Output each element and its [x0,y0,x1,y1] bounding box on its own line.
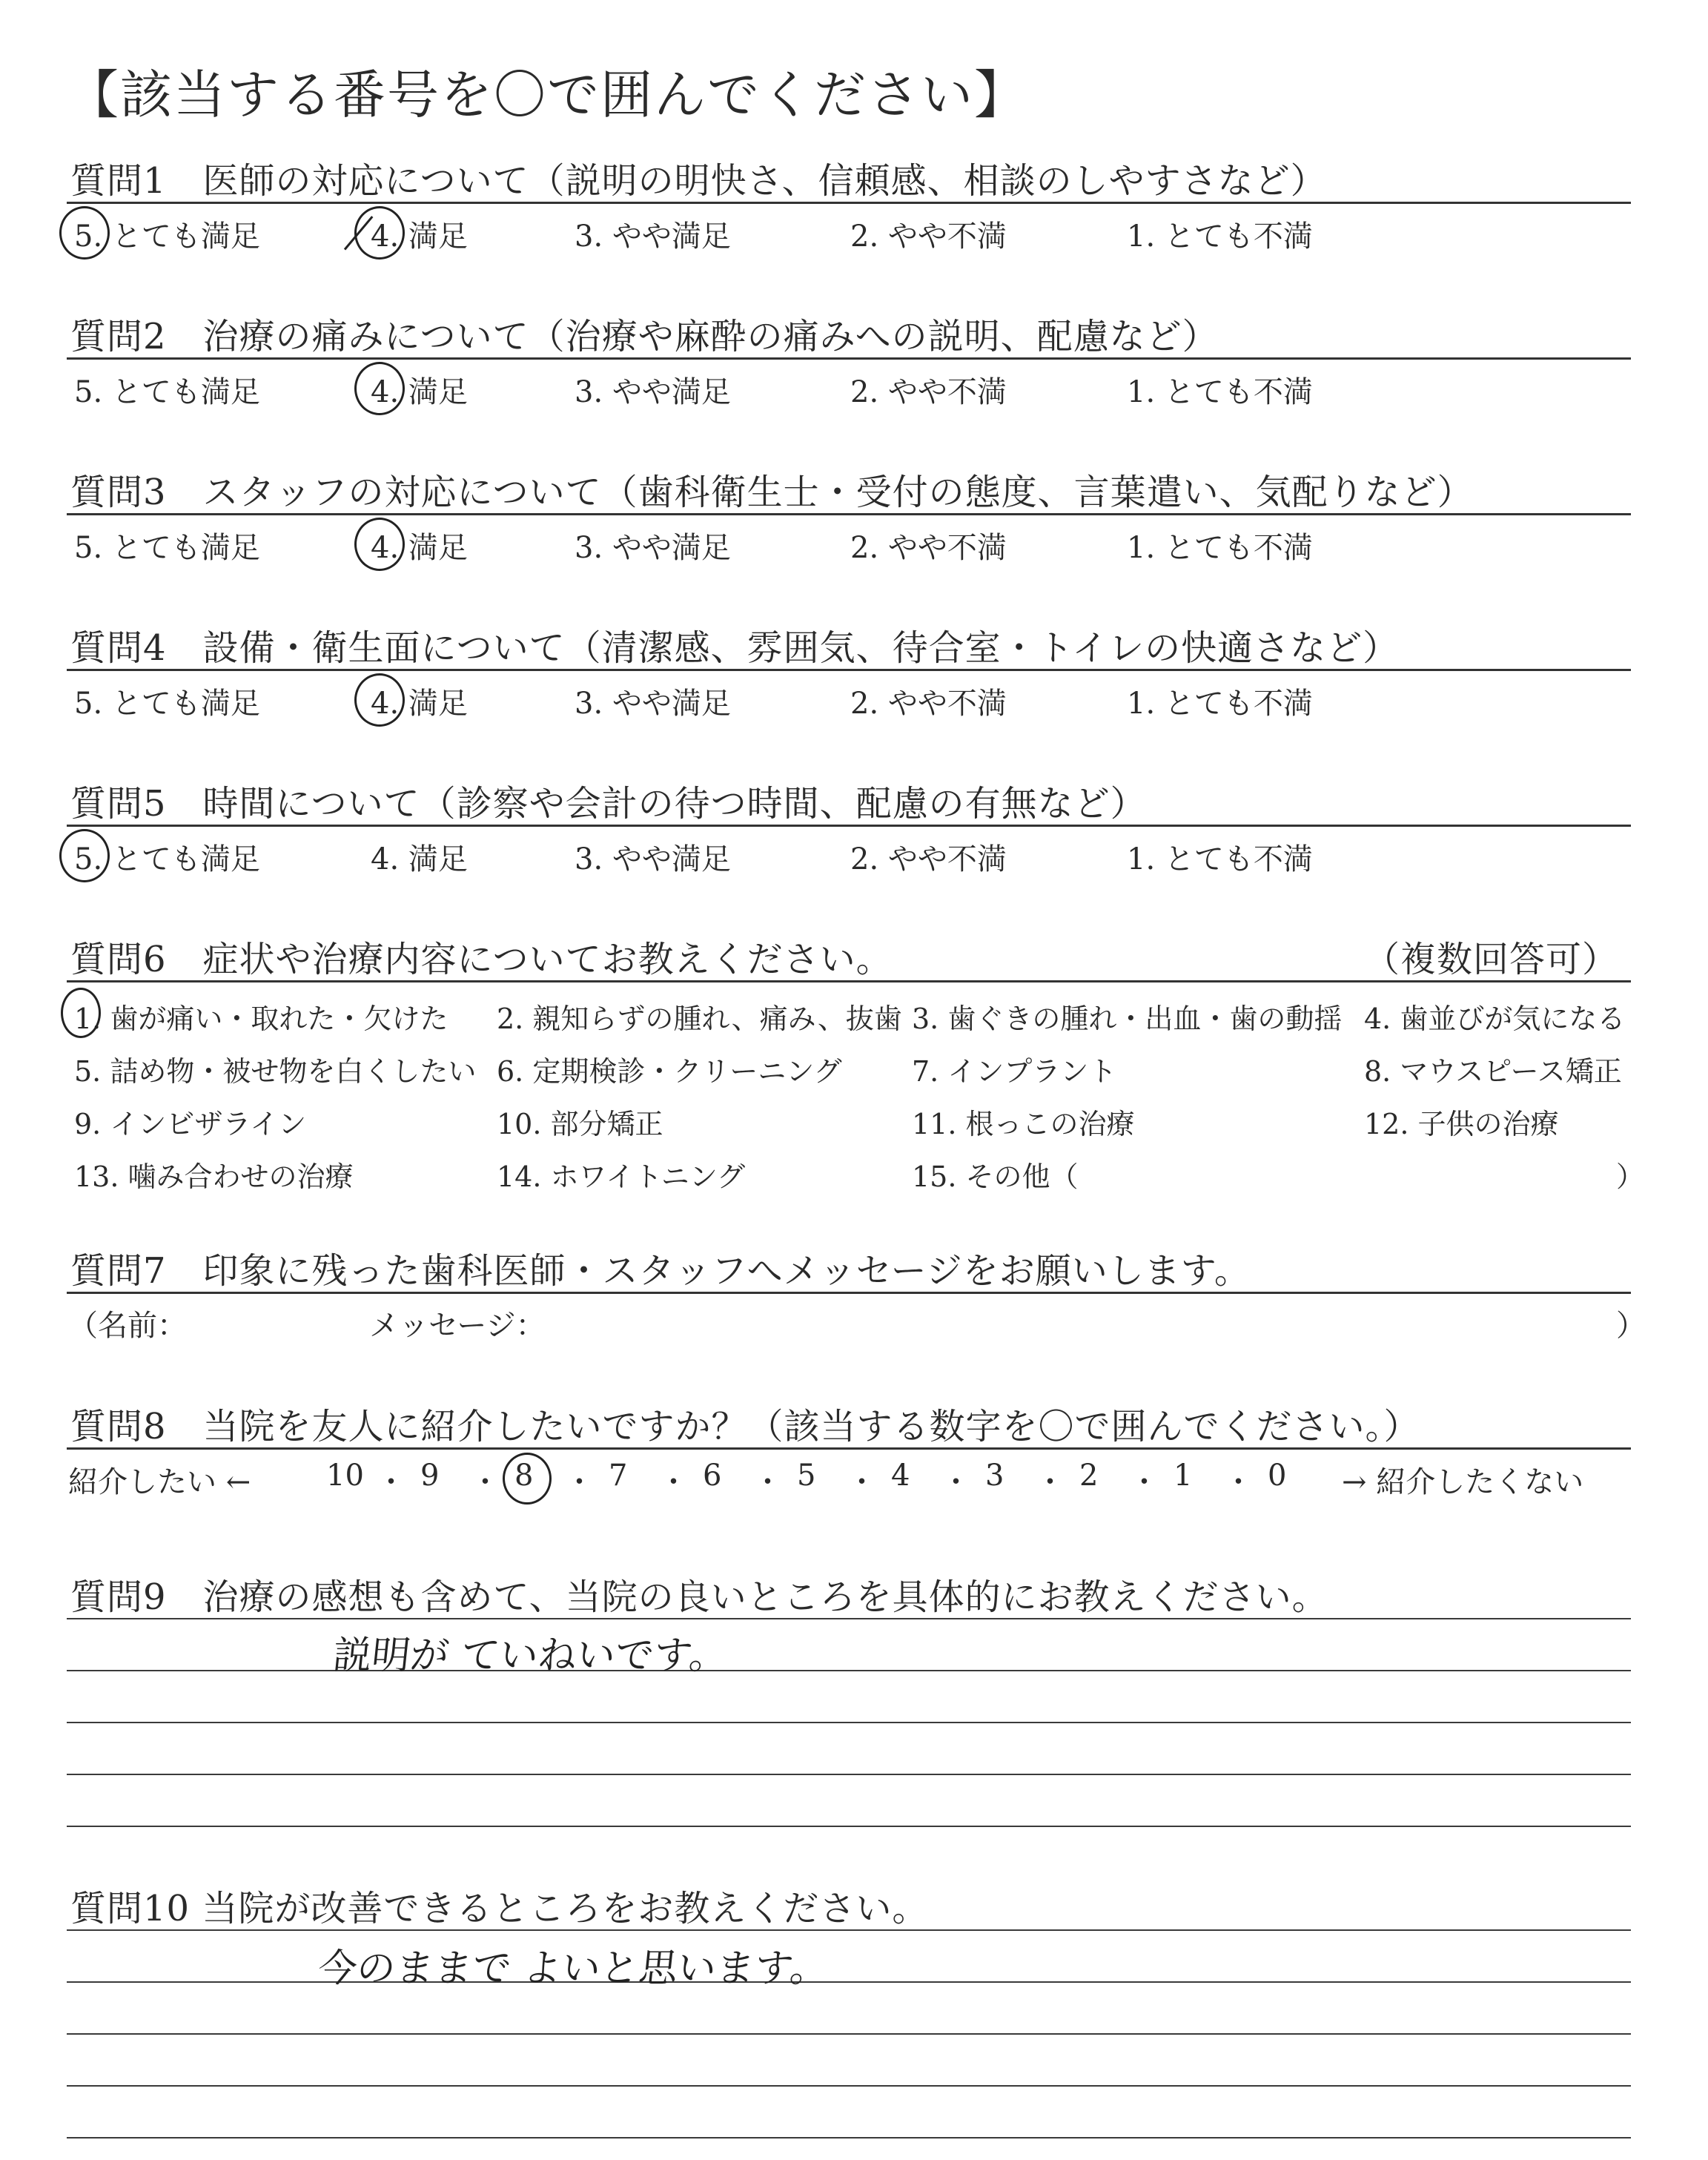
q6-option-11[interactable]: 11. 根っこの治療 [912,1108,1135,1140]
q3-circle-mark [354,518,405,571]
q6-option-5[interactable]: 5. 詰め物・被せ物を白くしたい [74,1055,477,1088]
q6-option-9[interactable]: 9. インビザライン [74,1108,307,1140]
q6-option-4[interactable]: 4. 歯並びが気になる [1364,1003,1626,1035]
q10-line-1 [67,1929,1631,1931]
q6-option-8[interactable]: 8. マウスピース矯正 [1364,1055,1622,1088]
q9-line-4 [67,1774,1631,1775]
q4-circle-mark [354,673,405,727]
q1-label: 質問1 医師の対応について（説明の明快さ、信頼感、相談のしやすさなど） [70,160,1327,202]
q8-scale-separator: ・ [658,1465,689,1499]
q1-option-2[interactable]: 2. やや不満 [850,219,1007,254]
q8-scale-9[interactable]: 9 [420,1459,440,1493]
q2-option-3[interactable]: 3. やや満足 [575,375,731,409]
q8-scale-8[interactable]: 8 [514,1459,534,1493]
q8-label: 質問8 当院を友人に紹介したいですか？（該当する数字を〇で囲んでください。） [70,1406,1420,1447]
q8-scale-2[interactable]: 2 [1079,1459,1099,1493]
q5-option-5[interactable]: 5. とても満足 [74,842,260,876]
q8-scale-4[interactable]: 4 [891,1459,910,1493]
q8-scale-separator: ・ [564,1465,595,1499]
q2-label: 質問2 治療の痛みについて（治療や麻酔の痛みへの説明、配慮など） [70,316,1219,357]
q4-option-1[interactable]: 1. とても不満 [1127,687,1313,721]
q3-rule [67,513,1631,515]
q8-scale-3[interactable]: 3 [985,1459,1004,1493]
q5-option-1[interactable]: 1. とても不満 [1127,842,1313,876]
q7-rule [67,1292,1631,1294]
q5-option-4[interactable]: 4. 満足 [371,842,468,876]
q5-option-3[interactable]: 3. やや満足 [575,842,731,876]
q9-line-2 [67,1670,1631,1671]
q4-label: 質問4 設備・衛生面について（清潔感、雰囲気、待合室・トイレの快適さなど） [70,627,1400,669]
q1-option-1[interactable]: 1. とても不満 [1127,219,1313,254]
q3-option-5[interactable]: 5. とても満足 [74,531,260,565]
q8-scale-10[interactable]: 10 [326,1459,364,1493]
q2-circle-mark [354,362,405,415]
q8-scale-separator: ・ [752,1465,783,1499]
q9-handwritten-answer[interactable]: 説明が ていねいです。 [331,1634,730,1678]
q4-option-4[interactable]: 4. 満足 [371,687,468,721]
q6-option-2[interactable]: 2. 親知らずの腫れ、痛み、抜歯 [497,1003,902,1035]
q4-option-2[interactable]: 2. やや不満 [850,687,1007,721]
q8-rule [67,1447,1631,1450]
q6-option-13[interactable]: 13. 噛み合わせの治療 [74,1160,354,1193]
q7-message-label: メッセージ： [369,1309,546,1343]
q7-name-label: （名前： [68,1309,187,1343]
q6-option-7[interactable]: 7. インプラント [912,1055,1117,1088]
q10-line-5 [67,2137,1631,2138]
q1-circle-mark-2 [354,206,405,260]
q4-option-3[interactable]: 3. やや満足 [575,687,731,721]
q9-line-1 [67,1618,1631,1619]
q8-right-label: → 紹介したくない [1342,1465,1584,1499]
q6-option-10[interactable]: 10. 部分矯正 [497,1108,663,1140]
q6-circle-mark [61,988,101,1038]
q10-handwritten-answer[interactable]: 今のままで よいと思います。 [316,1946,831,1991]
q7-label: 質問7 印象に残った歯科医師・スタッフへメッセージをお願いします。 [70,1250,1251,1292]
q1-option-4[interactable]: 4. 満足 [371,219,468,254]
q9-line-5 [67,1826,1631,1827]
q8-scale-1[interactable]: 1 [1174,1459,1193,1493]
q8-scale-separator: ・ [941,1465,971,1499]
q7-close-paren: ） [1616,1309,1646,1343]
q5-label: 質問5 時間について（診察や会計の待つ時間、配慮の有無など） [70,783,1147,825]
q8-left-label: 紹介したい ← [68,1465,251,1499]
q2-option-1[interactable]: 1. とても不満 [1127,375,1313,409]
q4-option-5[interactable]: 5. とても満足 [74,687,260,721]
q2-option-2[interactable]: 2. やや不満 [850,375,1007,409]
q8-scale-separator: ・ [470,1465,500,1499]
q3-option-1[interactable]: 1. とても不満 [1127,531,1313,565]
q2-option-5[interactable]: 5. とても満足 [74,375,260,409]
q8-scale-separator: ・ [1035,1465,1065,1499]
q3-option-3[interactable]: 3. やや満足 [575,531,731,565]
page-title: 【該当する番号を〇で囲んでください】 [67,65,1027,125]
q8-scale-separator: ・ [847,1465,877,1499]
q8-scale-separator: ・ [1129,1465,1159,1499]
q6-option-15-close: ） [1616,1160,1645,1193]
q6-option-3[interactable]: 3. 歯ぐきの腫れ・出血・歯の動揺 [912,1003,1343,1035]
q1-option-5[interactable]: 5. とても満足 [74,219,260,254]
q8-scale-7[interactable]: 7 [609,1459,628,1493]
q4-rule [67,669,1631,671]
q2-rule [67,357,1631,360]
q3-option-4[interactable]: 4. 満足 [371,531,468,565]
q8-scale-0[interactable]: 0 [1268,1459,1287,1493]
q1-option-3[interactable]: 3. やや満足 [575,219,731,254]
q6-option-6[interactable]: 6. 定期検診・クリーニング [497,1055,842,1088]
q1-circle-mark [59,206,110,260]
q8-circle-mark [503,1453,552,1505]
q6-note: （複数回答可） [1364,939,1619,980]
q3-option-2[interactable]: 2. やや不満 [850,531,1007,565]
q10-line-4 [67,2085,1631,2087]
q2-option-4[interactable]: 4. 満足 [371,375,468,409]
q3-label: 質問3 スタッフの対応について（歯科衛生士・受付の態度、言葉遣い、気配りなど） [70,472,1474,513]
q9-line-3 [67,1722,1631,1723]
q6-option-1[interactable]: 1. 歯が痛い・取れた・欠けた [74,1003,448,1035]
q1-rule [67,202,1631,204]
q8-scale-6[interactable]: 6 [703,1459,722,1493]
q6-option-12[interactable]: 12. 子供の治療 [1364,1108,1559,1140]
q6-option-15[interactable]: 15. その他（ [912,1160,1079,1193]
q10-line-2 [67,1981,1631,1983]
q8-scale-separator: ・ [376,1465,406,1499]
q5-option-2[interactable]: 2. やや不満 [850,842,1007,876]
q10-line-3 [67,2033,1631,2035]
q6-rule [67,980,1631,982]
q5-rule [67,825,1631,827]
q10-label: 質問10 当院が改善できるところをお教えください。 [70,1888,929,1929]
q9-label: 質問9 治療の感想も含めて、当院の良いところを具体的にお教えください。 [70,1576,1328,1618]
q6-label: 質問6 症状や治療内容についてお教えください。 [70,939,893,980]
q5-circle-mark [59,829,110,882]
q6-option-14[interactable]: 14. ホワイトニング [497,1160,746,1193]
q8-scale-5[interactable]: 5 [797,1459,816,1493]
q8-scale-separator: ・ [1223,1465,1254,1499]
